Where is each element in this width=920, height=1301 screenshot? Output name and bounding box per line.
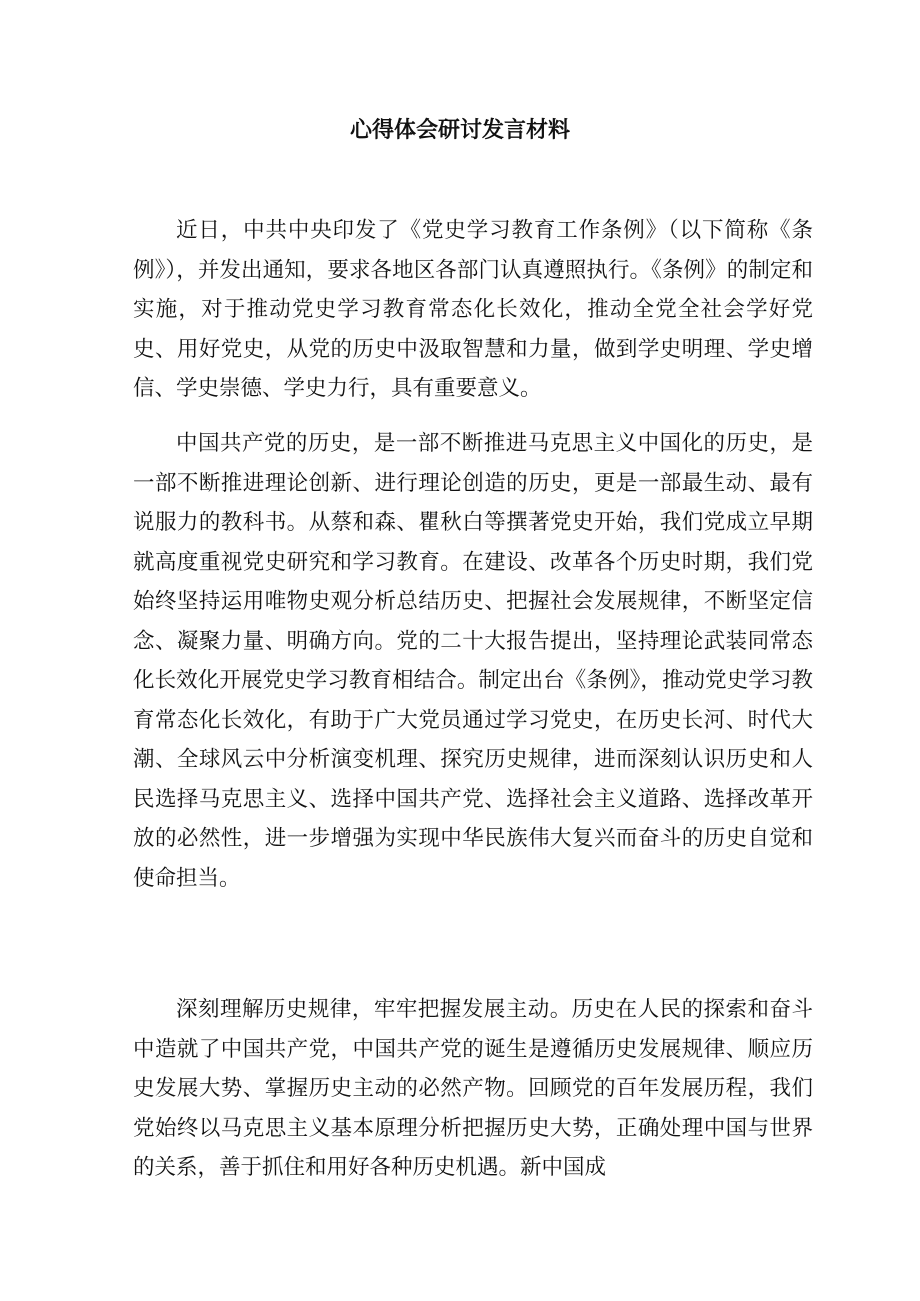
paragraph-2: 中国共产党的历史，是一部不断推进马克思主义中国化的历史，是一部不断推进理论创新、进行理论创造的历史，更是一部最生动、最有说服力的教科书。从蔡和森、瞿秋白等撰著党史开始，我们党成立早期就高度重视党史研究和学习教育。在建设、改革各个历史时期，我们党始终坚持运用唯物史观分析总结历史、把握社会发展规律，不断坚定信念、凝聚力量、明确方向。党的二十大报告提出，坚持理论武装同常态化长效化开展党史学习教育相结合。制定出台《条例》，推动党史学习教育常态化长效化，有助于广大党员通过学习党史，在历史长河、时代大潮、全球风云中分析演变机理、探究历史规律，进而深刻认识历史和人民选择马克思主义、选择中国共产党、选择社会主义道路、选择改革开放的必然性，进一步增强为实现中华民族伟大复兴而奋斗的历史自觉和使命担当。 (133, 431, 813, 891)
paragraph-3: 深刻理解历史规律，牢牢把握发展主动。历史在人民的探索和奋斗中造就了中国共产党，中国共产党的诞生是遵循历史发展规律、顺应历史发展大势、掌握历史主动的必然产物。回顾党的百年发展历程，我们党始终以马克思主义基本原理分析把握历史大势，正确处理中国与世界的关系，善于抓住和用好各种历史机遇。新中国成 (133, 997, 813, 1180)
document-title: 心得体会研讨发言材料 (349, 118, 570, 143)
paragraph-1: 近日，中共中央印发了《党史学习教育工作条例》（以下简称《条例》），并发出通知，要求各地区各部门认真遵照执行。《条例》的制定和实施，对于推动党史学习教育常态化长效化，推动全党全社会学好党史、用好党史，从党的历史中汲取智慧和力量，做到学史明理、学史增信、学史崇德、学史力行，具有重要意义。 (133, 218, 813, 401)
